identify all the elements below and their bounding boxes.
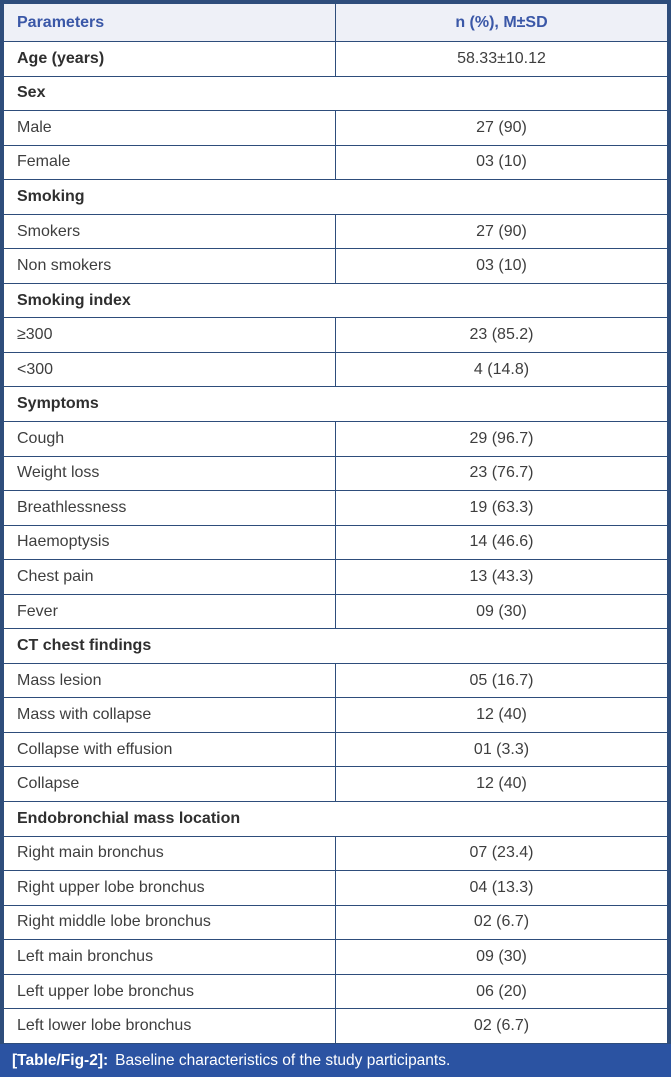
- table-row: [4, 422, 668, 457]
- parameter-value: 19 (63.3): [336, 491, 668, 526]
- parameter-value: 12 (40): [336, 767, 668, 802]
- parameter-label: Haemoptysis: [4, 525, 336, 560]
- section-label: Endobronchial mass location: [4, 802, 668, 837]
- parameter-value: 02 (6.7): [336, 1009, 668, 1044]
- parameter-value: 01 (3.3): [336, 732, 668, 767]
- parameter-label: Right upper lobe bronchus: [4, 871, 336, 906]
- parameter-label: Collapse with effusion: [4, 732, 336, 767]
- section-label: CT chest findings: [4, 629, 668, 664]
- parameter-value: 03 (10): [336, 145, 668, 180]
- parameter-value: 13 (43.3): [336, 560, 668, 595]
- section-label: Smoking: [4, 180, 668, 215]
- parameter-value: 29 (96.7): [336, 422, 668, 457]
- table-row: [4, 767, 668, 802]
- table-row: [4, 974, 668, 1009]
- section-row: [4, 180, 668, 215]
- table-caption-tag: [Table/Fig-2]:: [12, 1051, 109, 1069]
- parameters-table: [3, 3, 668, 1044]
- parameter-label: Cough: [4, 422, 336, 457]
- section-row: [4, 629, 668, 664]
- parameter-label: Left upper lobe bronchus: [4, 974, 336, 1009]
- table-row: [4, 491, 668, 526]
- parameter-value: 58.33±10.12: [336, 42, 668, 77]
- section-label: Smoking index: [4, 283, 668, 318]
- table-row: [4, 836, 668, 871]
- parameter-label: Chest pain: [4, 560, 336, 595]
- parameter-label: Smokers: [4, 214, 336, 249]
- table-row: [4, 905, 668, 940]
- parameter-label: Left lower lobe bronchus: [4, 1009, 336, 1044]
- section-row: [4, 387, 668, 422]
- parameter-value: 12 (40): [336, 698, 668, 733]
- table-row: [4, 525, 668, 560]
- parameter-value: 05 (16.7): [336, 663, 668, 698]
- bottom-strip: [0, 1077, 671, 1081]
- table-row: [4, 732, 668, 767]
- parameter-label: <300: [4, 352, 336, 387]
- parameter-value: 27 (90): [336, 111, 668, 146]
- parameter-label: Right main bronchus: [4, 836, 336, 871]
- table-row: [4, 560, 668, 595]
- table-row: [4, 940, 668, 975]
- table-row: [4, 249, 668, 284]
- parameter-label: Right middle lobe bronchus: [4, 905, 336, 940]
- table-row: [4, 1009, 668, 1044]
- parameter-label: ≥300: [4, 318, 336, 353]
- parameter-value: 4 (14.8): [336, 352, 668, 387]
- header-row: [4, 4, 668, 42]
- parameter-label: Weight loss: [4, 456, 336, 491]
- table-row: [4, 456, 668, 491]
- parameter-value: 02 (6.7): [336, 905, 668, 940]
- parameter-label: Female: [4, 145, 336, 180]
- section-row: [4, 283, 668, 318]
- table-row: [4, 698, 668, 733]
- table-caption-text: Baseline characteristics of the study participants.: [115, 1051, 451, 1069]
- table-row: [4, 594, 668, 629]
- section-row: [4, 76, 668, 111]
- parameter-label: Fever: [4, 594, 336, 629]
- header-n-percent-msd: n (%), M±SD: [336, 4, 668, 42]
- table-row: [4, 145, 668, 180]
- parameter-value: 27 (90): [336, 214, 668, 249]
- parameter-value: 03 (10): [336, 249, 668, 284]
- section-row: [4, 802, 668, 837]
- parameter-value: 23 (76.7): [336, 456, 668, 491]
- parameter-value: 04 (13.3): [336, 871, 668, 906]
- table-caption: [0, 1044, 671, 1077]
- table-body: [4, 42, 668, 1044]
- parameter-label: Mass lesion: [4, 663, 336, 698]
- parameter-value: 06 (20): [336, 974, 668, 1009]
- parameter-value: 07 (23.4): [336, 836, 668, 871]
- parameter-label: Collapse: [4, 767, 336, 802]
- parameter-value: 09 (30): [336, 594, 668, 629]
- parameter-label: Breathlessness: [4, 491, 336, 526]
- parameter-label: Left main bronchus: [4, 940, 336, 975]
- table-row: [4, 663, 668, 698]
- section-label: Symptoms: [4, 387, 668, 422]
- table-row: [4, 871, 668, 906]
- table-header: [4, 4, 668, 42]
- table-row: [4, 111, 668, 146]
- table-row: [4, 318, 668, 353]
- header-parameters: Parameters: [4, 4, 336, 42]
- table-row: [4, 352, 668, 387]
- parameter-label: Age (years): [4, 42, 336, 77]
- parameter-value: 23 (85.2): [336, 318, 668, 353]
- parameter-value: 14 (46.6): [336, 525, 668, 560]
- table-row: [4, 214, 668, 249]
- parameter-label: Male: [4, 111, 336, 146]
- parameter-label: Non smokers: [4, 249, 336, 284]
- table-row: [4, 42, 668, 77]
- parameter-value: 09 (30): [336, 940, 668, 975]
- section-label: Sex: [4, 76, 668, 111]
- parameter-label: Mass with collapse: [4, 698, 336, 733]
